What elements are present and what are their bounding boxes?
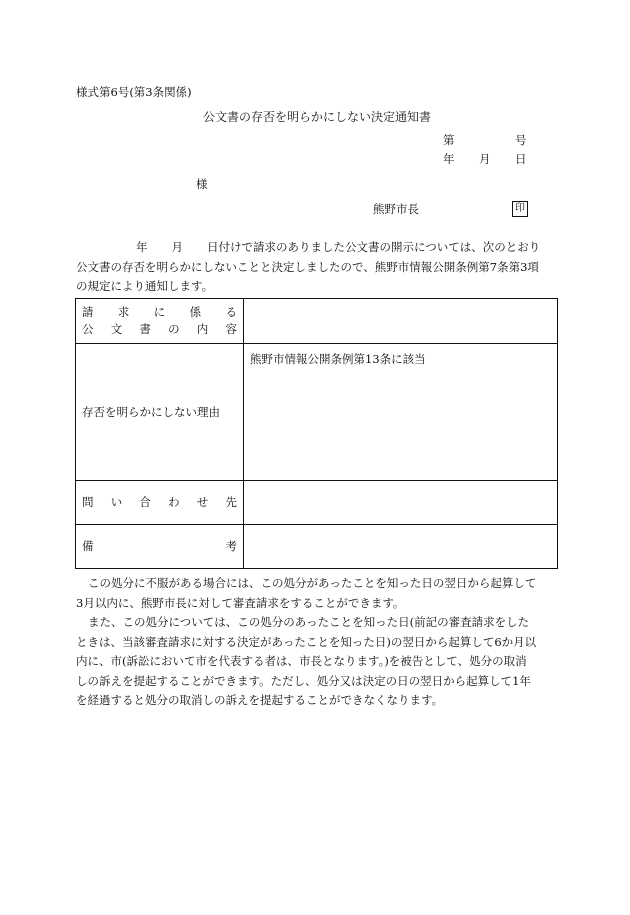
value-reason: 熊野市情報公開条例第13条に該当 bbox=[244, 344, 558, 481]
label-requested-document bbox=[76, 299, 244, 344]
value-requested-document bbox=[244, 299, 558, 344]
date-day-label: 日 bbox=[515, 152, 527, 166]
intro-line-1: 年 月 日付けで請求のありました公文書の開示については、次のとおり bbox=[136, 240, 541, 254]
date-year-label: 年 bbox=[443, 152, 455, 166]
appeal-notice bbox=[76, 574, 558, 711]
intro-line-3: の規定により通知します。 bbox=[76, 279, 214, 293]
label-reason: 存否を明らかにしない理由 bbox=[76, 344, 244, 481]
date-month-label: 月 bbox=[479, 152, 491, 166]
document-number-prefix: 第 bbox=[443, 133, 455, 147]
intro-year-label: 年 bbox=[136, 240, 148, 254]
lawsuit-line-2: ときは、当該審査請求に対する決定があったことを知った日)の翌日から起算して6か月以 bbox=[76, 634, 537, 649]
table-row-remarks bbox=[76, 525, 558, 569]
lawsuit-line-1: また、この処分については、この処分のあったことを知った日(前記の審査請求をした bbox=[88, 615, 530, 629]
notice-table bbox=[75, 298, 558, 569]
document-number-suffix: 号 bbox=[515, 133, 527, 147]
table-row-requested-document bbox=[76, 299, 558, 344]
lawsuit-line-4: しの訴えを提起することができます。ただし、処分又は決定の日の翌日から起算して1年 bbox=[76, 673, 531, 688]
seal-mark: 印 bbox=[512, 201, 528, 217]
appeal-line-2: 3月以内に、熊野市長に対して審査請求をすることができます。 bbox=[76, 595, 405, 610]
label-contact: 問 い 合 わ せ 先 bbox=[76, 481, 244, 525]
label-requested-document-line-2: 公 文 書 の 内 容 bbox=[82, 322, 237, 336]
form-number: 様式第6号(第3条関係) bbox=[76, 85, 192, 99]
lawsuit-line-3: 内に、市(訴訟において市を代表する者は、市長となります。)を被告として、処分の取消 bbox=[76, 654, 527, 668]
document-title: 公文書の存否を明らかにしない決定通知書 bbox=[203, 110, 432, 124]
intro-paragraph bbox=[76, 238, 558, 297]
lawsuit-line-5: を経過すると処分の取消しの訴えを提起することができなくなります。 bbox=[76, 693, 444, 707]
intro-line-2: 公文書の存否を明らかにしないことと決定しましたので、熊野市情報公開条例第7条第3項 bbox=[76, 259, 539, 274]
intro-month-label: 月 bbox=[171, 240, 183, 254]
table-row-contact bbox=[76, 481, 558, 525]
sender-name: 熊野市長 bbox=[373, 202, 419, 216]
value-remarks bbox=[244, 525, 558, 569]
value-contact bbox=[244, 481, 558, 525]
appeal-line-1: この処分に不服がある場合には、この処分があったことを知った日の翌日から起算して bbox=[88, 576, 537, 590]
table-row-reason bbox=[76, 344, 558, 481]
addressee-suffix: 様 bbox=[196, 177, 208, 191]
label-requested-document-line-1: 請 求 に 係 る bbox=[82, 305, 237, 319]
label-remarks: 備 考 bbox=[76, 525, 244, 569]
